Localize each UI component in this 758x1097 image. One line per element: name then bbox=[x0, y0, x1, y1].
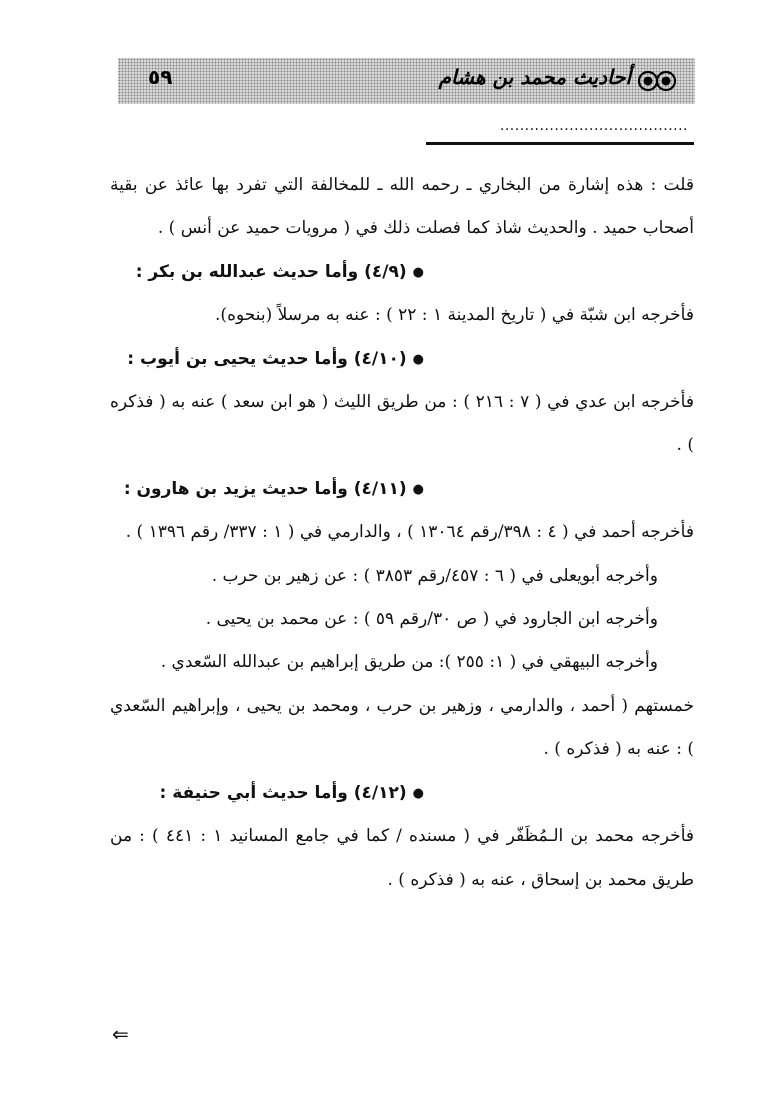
bullet-icon: ● bbox=[412, 264, 424, 280]
section-heading bbox=[110, 468, 694, 511]
dotted-leader: ...................................... bbox=[499, 118, 688, 134]
back-arrow-icon: ⇐ bbox=[112, 1022, 129, 1046]
section-heading bbox=[110, 251, 694, 294]
section-heading bbox=[110, 338, 694, 381]
section-heading-text: (٤/١١) وأما حديث يزيد بن هارون : bbox=[123, 478, 407, 499]
paragraph: فأخرجه ابن عدي في ( ٧ : ٢١٦ ) : من طريق الليث ( هو ابن سعد ) عنه به ( فذكره ) . bbox=[110, 392, 694, 456]
page-header bbox=[118, 58, 695, 104]
paragraph: فأخرجه ابن شبّة في ( تاريخ المدينة ١ : ٢٢ ) : عنه به مرسلاً (بنحوه). bbox=[215, 305, 694, 326]
bullet-icon: ● bbox=[412, 481, 424, 497]
section-heading-text: (٤/١٢) وأما حديث أبي حنيفة : bbox=[159, 782, 407, 803]
body-text bbox=[110, 164, 694, 902]
page-number: ٥٩ bbox=[148, 65, 173, 89]
header-rule bbox=[426, 142, 694, 145]
paragraph: فأخرجه أحمد في ( ٤ : ٣٩٨/رقم ١٣٠٦٤ ) ، والدارمي في ( ١ : ٣٣٧/ رقم ١٣٩٦ ) . bbox=[125, 522, 694, 543]
paragraph: وأخرجه ابن الجارود في ( ص ٣٠/رقم ٥٩ ) : عن محمد بن يحيى . bbox=[205, 609, 658, 630]
bullet-icon: ● bbox=[412, 785, 424, 801]
paragraph: وأخرجه البيهقي في ( ١: ٢٥٥ ): من طريق إبراهيم بن عبدالله السّعدي . bbox=[160, 652, 658, 673]
bullet-icon: ● bbox=[412, 351, 424, 367]
running-title: أحاديث محمد بن هشام bbox=[438, 65, 631, 89]
section-heading-text: (٤/٩) وأما حديث عبدالله بن بكر : bbox=[135, 261, 407, 282]
section-heading-text: (٤/١٠) وأما حديث يحيى بن أيوب : bbox=[127, 348, 407, 369]
section-heading bbox=[110, 772, 694, 815]
paragraph: قلت : هذه إشارة من البخاري ـ رحمه الله ـ للمخالفة التي تفرد بها عائذ عن بقية أصحاب حميد . والحديث شاذ كما فصلت ذلك في ( مرويات حميد عن أنس ) . bbox=[110, 175, 694, 239]
double-circle-ornament-icon bbox=[637, 70, 677, 92]
paragraph: خمستهم ( أحمد ، والدارمي ، وزهير بن حرب ، ومحمد بن يحيى ، وإبراهيم السّعدي ) : عنه به ( فذكره ) . bbox=[110, 695, 694, 760]
paragraph: فأخرجه محمد بن الـمُظَفّر في ( مسنده / كما في جامع المسانيد ١ : ٤٤١ ) : من طريق محمد بن إسحاق ، عنه به ( فذكره ) . bbox=[110, 826, 694, 890]
paragraph: وأخرجه أبويعلى في ( ٦ : ٤٥٧/رقم ٣٨٥٣ ) : عن زهير بن حرب . bbox=[211, 565, 658, 586]
